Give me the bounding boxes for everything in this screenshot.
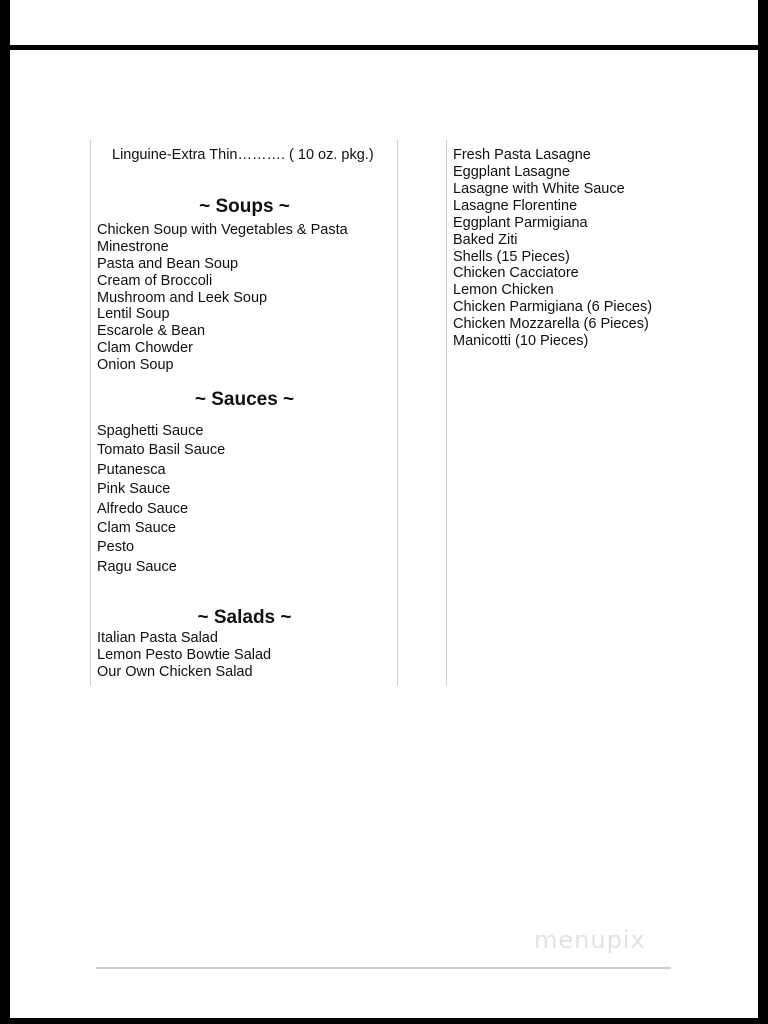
footer-divider — [96, 967, 671, 969]
sauce-item: Pink Sauce — [97, 481, 171, 497]
entree-item: Lasagne with White Sauce — [453, 181, 625, 197]
soup-item: Minestrone — [97, 239, 169, 255]
salad-item: Our Own Chicken Salad — [97, 664, 253, 680]
salad-item: Lemon Pesto Bowtie Salad — [97, 647, 272, 663]
salads-heading: ~ Salads ~ — [197, 607, 292, 628]
soup-item: Clam Chowder — [97, 340, 193, 356]
soup-item: Cream of Broccoli — [97, 273, 213, 289]
soup-item: Lentil Soup — [97, 306, 170, 322]
right-column — [446, 140, 758, 686]
previous-page-edge — [10, 0, 758, 45]
linguine-item: Linguine-Extra Thin………. ( 10 oz. pkg.) — [112, 147, 374, 163]
sauce-item: Tomato Basil Sauce — [97, 442, 226, 458]
soup-item: Mushroom and Leek Soup — [97, 290, 268, 306]
sauces-heading: ~ Sauces ~ — [194, 389, 295, 410]
salad-item: Italian Pasta Salad — [97, 630, 218, 646]
entree-item: Chicken Cacciatore — [453, 265, 579, 281]
entree-item: Fresh Pasta Lasagne — [453, 147, 591, 163]
entree-item: Shells (15 Pieces) — [453, 249, 570, 265]
entree-item: Manicotti (10 Pieces) — [453, 333, 589, 349]
soup-item: Onion Soup — [97, 357, 174, 373]
sauce-item: Pesto — [97, 539, 135, 555]
entree-item: Lasagne Florentine — [453, 198, 578, 214]
soups-heading: ~ Soups ~ — [199, 196, 290, 217]
soup-item: Chicken Soup with Vegetables & Pasta — [97, 222, 348, 238]
soup-item: Pasta and Bean Soup — [97, 256, 239, 272]
sauce-item: Alfredo Sauce — [97, 501, 189, 517]
left-column — [90, 140, 398, 686]
entree-item: Eggplant Parmigiana — [453, 215, 588, 231]
entree-item: Baked Ziti — [453, 232, 518, 248]
soup-item: Escarole & Bean — [97, 323, 206, 339]
spacer-column — [397, 140, 447, 686]
entree-item: Eggplant Lasagne — [453, 164, 570, 180]
entree-item: Chicken Mozzarella (6 Pieces) — [453, 316, 649, 332]
sauce-item: Clam Sauce — [97, 520, 176, 536]
entree-item: Lemon Chicken — [453, 282, 554, 298]
menu-page — [10, 50, 758, 1018]
entree-item: Chicken Parmigiana (6 Pieces) — [453, 299, 653, 315]
sauce-item: Putanesca — [97, 462, 166, 478]
sauce-item: Ragu Sauce — [97, 559, 177, 575]
sauce-item: Spaghetti Sauce — [97, 423, 204, 439]
watermark-logo: menupix — [534, 926, 646, 954]
